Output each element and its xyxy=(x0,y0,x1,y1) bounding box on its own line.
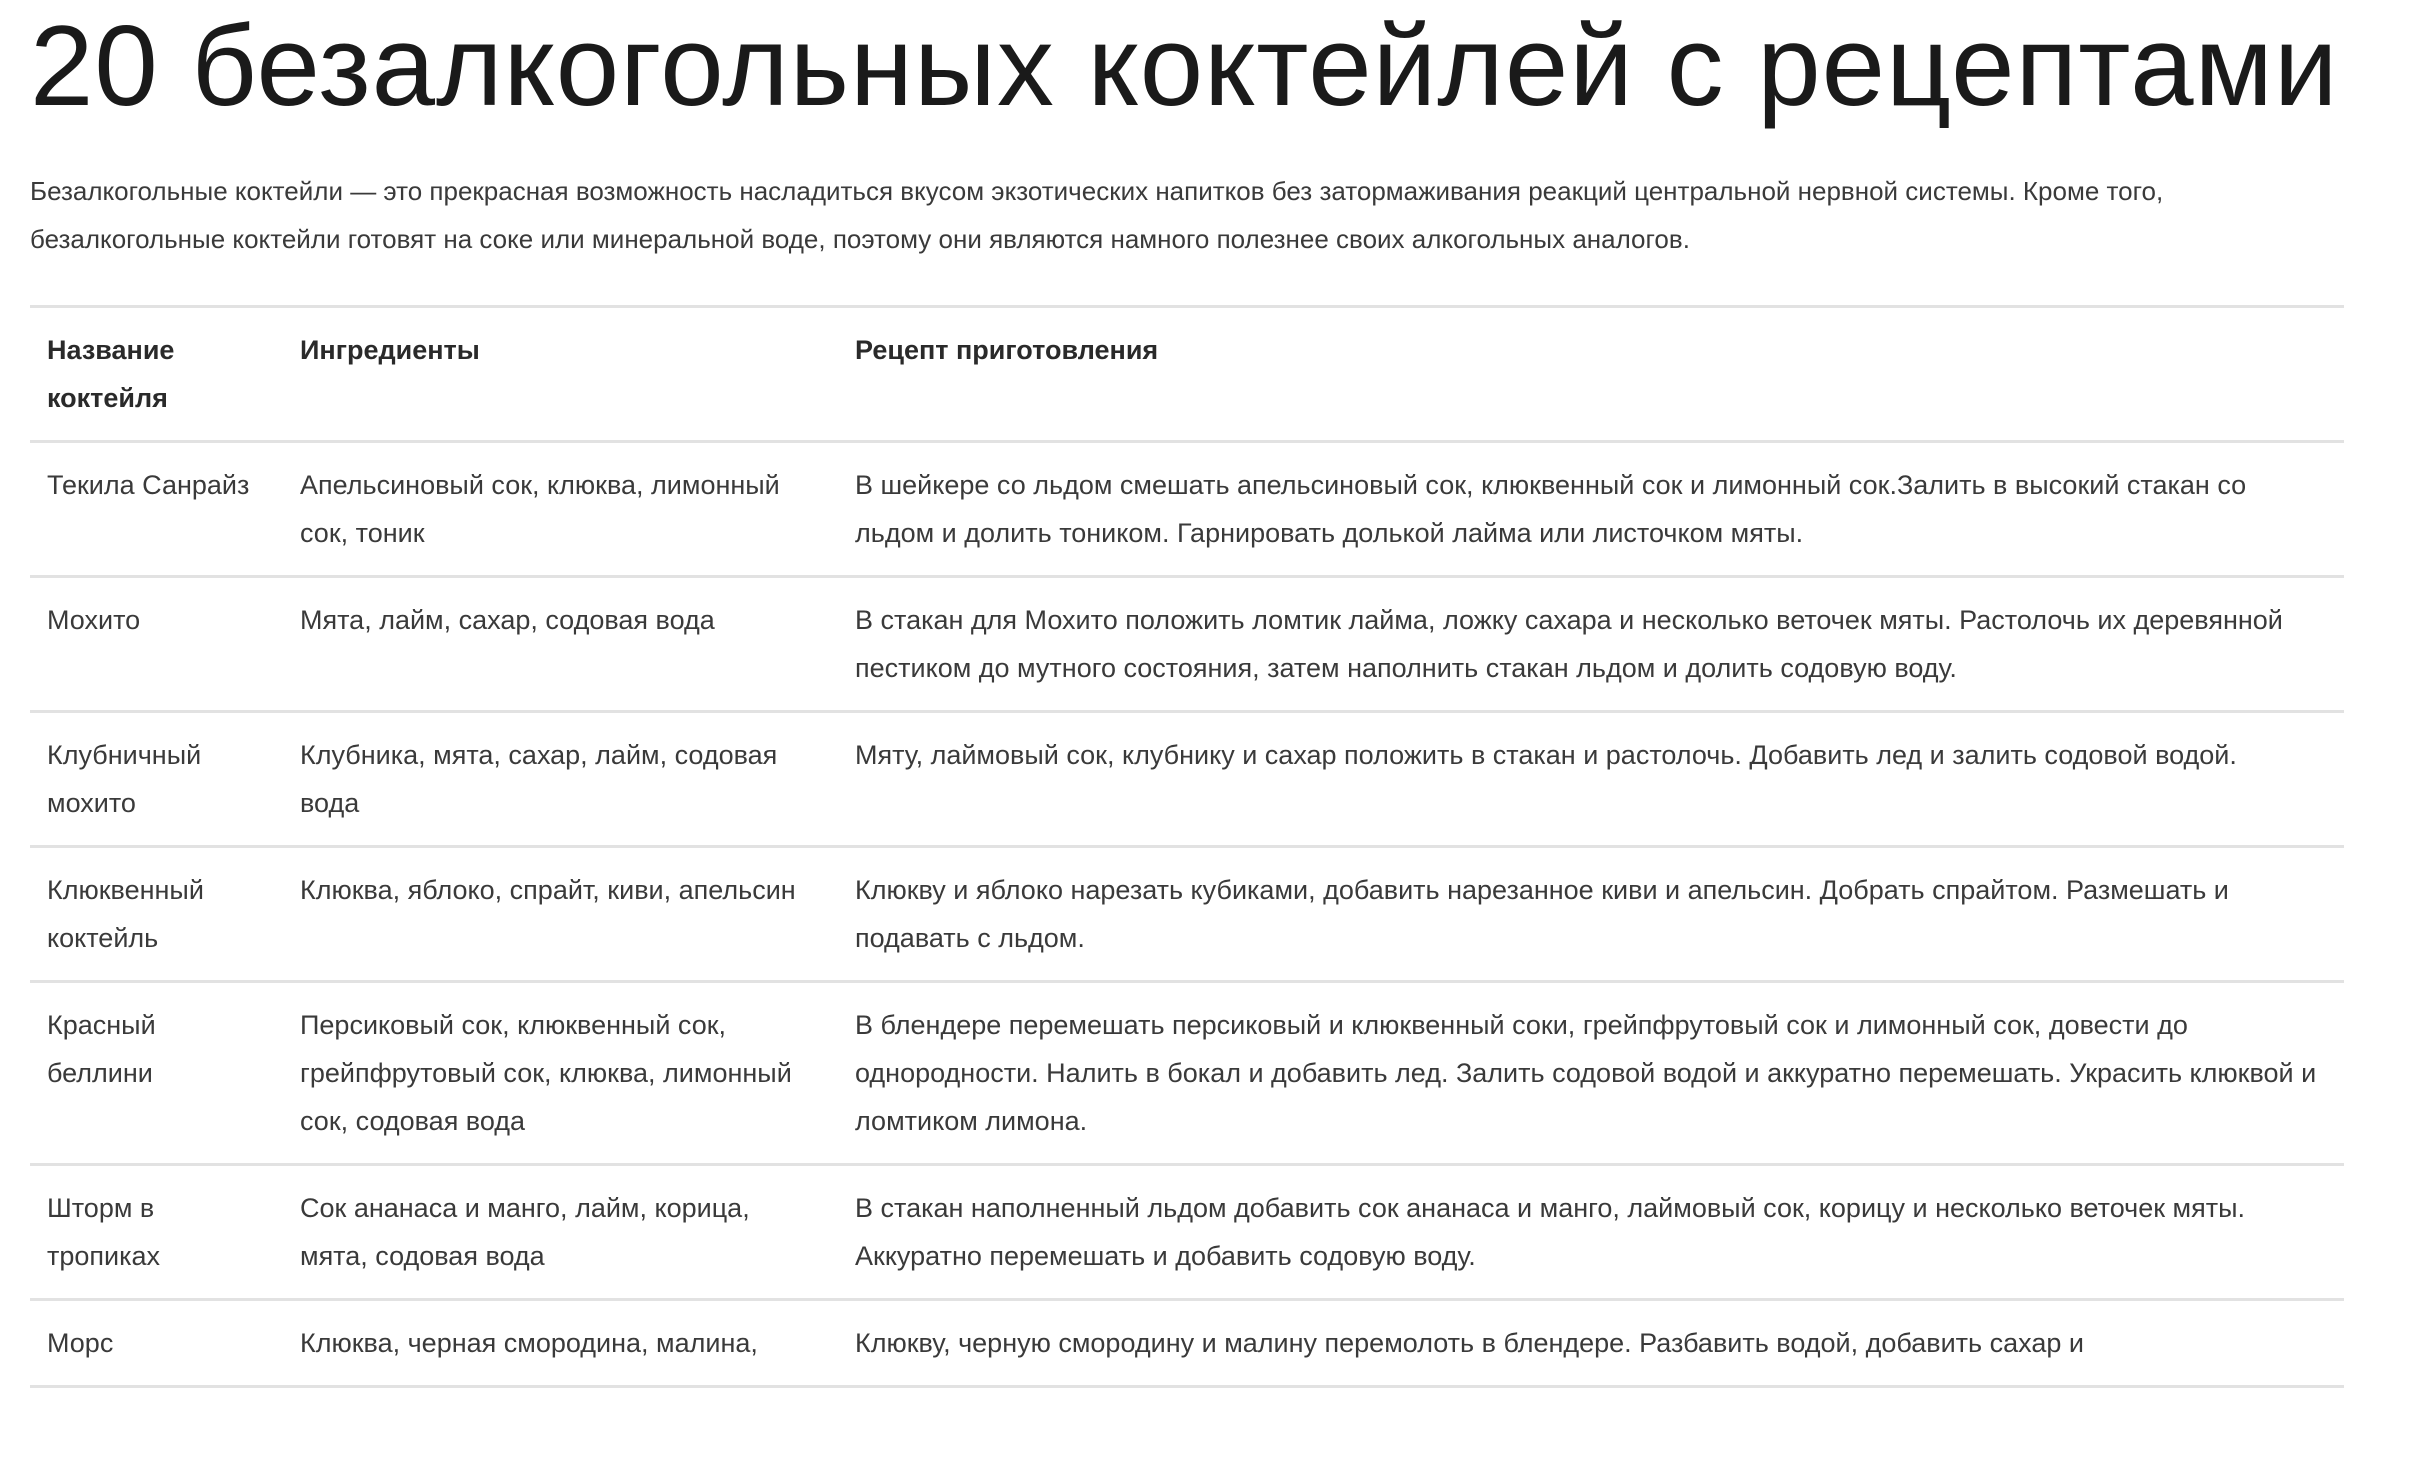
table-row xyxy=(30,1300,2344,1387)
cell-recipe: В стакан для Мохито положить ломтик лайма, ложку сахара и несколько веточек мяты. Растолочь их деревянной пестиком до мутного состояния, затем наполнить стакан льдом и долить содовую воду. xyxy=(838,577,2344,712)
cell-recipe: Клюкву, черную смородину и малину перемолоть в блендере. Разбавить водой, добавить сахар и xyxy=(838,1300,2344,1387)
cell-ingredients: Мята, лайм, сахар, содовая вода xyxy=(283,577,838,712)
cell-ingredients: Клубника, мята, сахар, лайм, содовая вода xyxy=(283,712,838,847)
cell-ingredients: Клюква, черная смородина, малина, xyxy=(283,1300,838,1387)
table-row xyxy=(30,1165,2344,1300)
table-row xyxy=(30,712,2344,847)
cocktails-table xyxy=(30,305,2344,1388)
cell-recipe: В стакан наполненный льдом добавить сок ананаса и манго, лаймовый сок, корицу и несколько веточек мяты. Аккуратно перемешать и добавить содовую воду. xyxy=(838,1165,2344,1300)
article xyxy=(30,0,2344,1388)
cell-ingredients: Сок ананаса и манго, лайм, корица, мята, содовая вода xyxy=(283,1165,838,1300)
cell-name: Морс xyxy=(30,1300,283,1387)
cell-name: Красный беллини xyxy=(30,982,283,1165)
header-recipe: Рецепт приготовления xyxy=(838,307,2344,442)
table-row xyxy=(30,442,2344,577)
header-ingredients: Ингредиенты xyxy=(283,307,838,442)
table-row xyxy=(30,982,2344,1165)
cell-recipe: В шейкере со льдом смешать апельсиновый сок, клюквенный сок и лимонный сок.Залить в высокий стакан со льдом и долить тоником. Гарнировать долькой лайма или листочком мяты. xyxy=(838,442,2344,577)
page-title: 20 безалкогольных коктейлей с рецептами xyxy=(30,3,2339,130)
cell-name: Текила Санрайз xyxy=(30,442,283,577)
intro-paragraph: Безалкогольные коктейли — это прекрасная возможность насладиться вкусом экзотических напитков без затормаживания реакций центральной нервной системы. Кроме того, безалкогольные коктейли готовят на соке или минеральной воде, поэтому они являются намного полезнее своих алкогольных аналогов. xyxy=(30,176,2164,254)
table-row xyxy=(30,847,2344,982)
table-row xyxy=(30,577,2344,712)
cell-name: Клюквенный коктейль xyxy=(30,847,283,982)
cell-recipe: В блендере перемешать персиковый и клюквенный соки, грейпфрутовый сок и лимонный сок, довести до однородности. Налить в бокал и добавить лед. Залить содовой водой и аккуратно перемешать. Украсить клюквой и ломтиком лимона. xyxy=(838,982,2344,1165)
table-header-row xyxy=(30,307,2344,442)
header-name: Название коктейля xyxy=(30,307,283,442)
cell-name: Мохито xyxy=(30,577,283,712)
cell-recipe: Мяту, лаймовый сок, клубнику и сахар положить в стакан и растолочь. Добавить лед и залить содовой водой. xyxy=(838,712,2344,847)
cell-ingredients: Апельсиновый сок, клюква, лимонный сок, тоник xyxy=(283,442,838,577)
cell-name: Клубничный мохито xyxy=(30,712,283,847)
cell-name: Шторм в тропиках xyxy=(30,1165,283,1300)
cell-ingredients: Персиковый сок, клюквенный сок, грейпфрутовый сок, клюква, лимонный сок, содовая вода xyxy=(283,982,838,1165)
cell-recipe: Клюкву и яблоко нарезать кубиками, добавить нарезанное киви и апельсин. Добрать спрайтом. Размешать и подавать с льдом. xyxy=(838,847,2344,982)
cell-ingredients: Клюква, яблоко, спрайт, киви, апельсин xyxy=(283,847,838,982)
